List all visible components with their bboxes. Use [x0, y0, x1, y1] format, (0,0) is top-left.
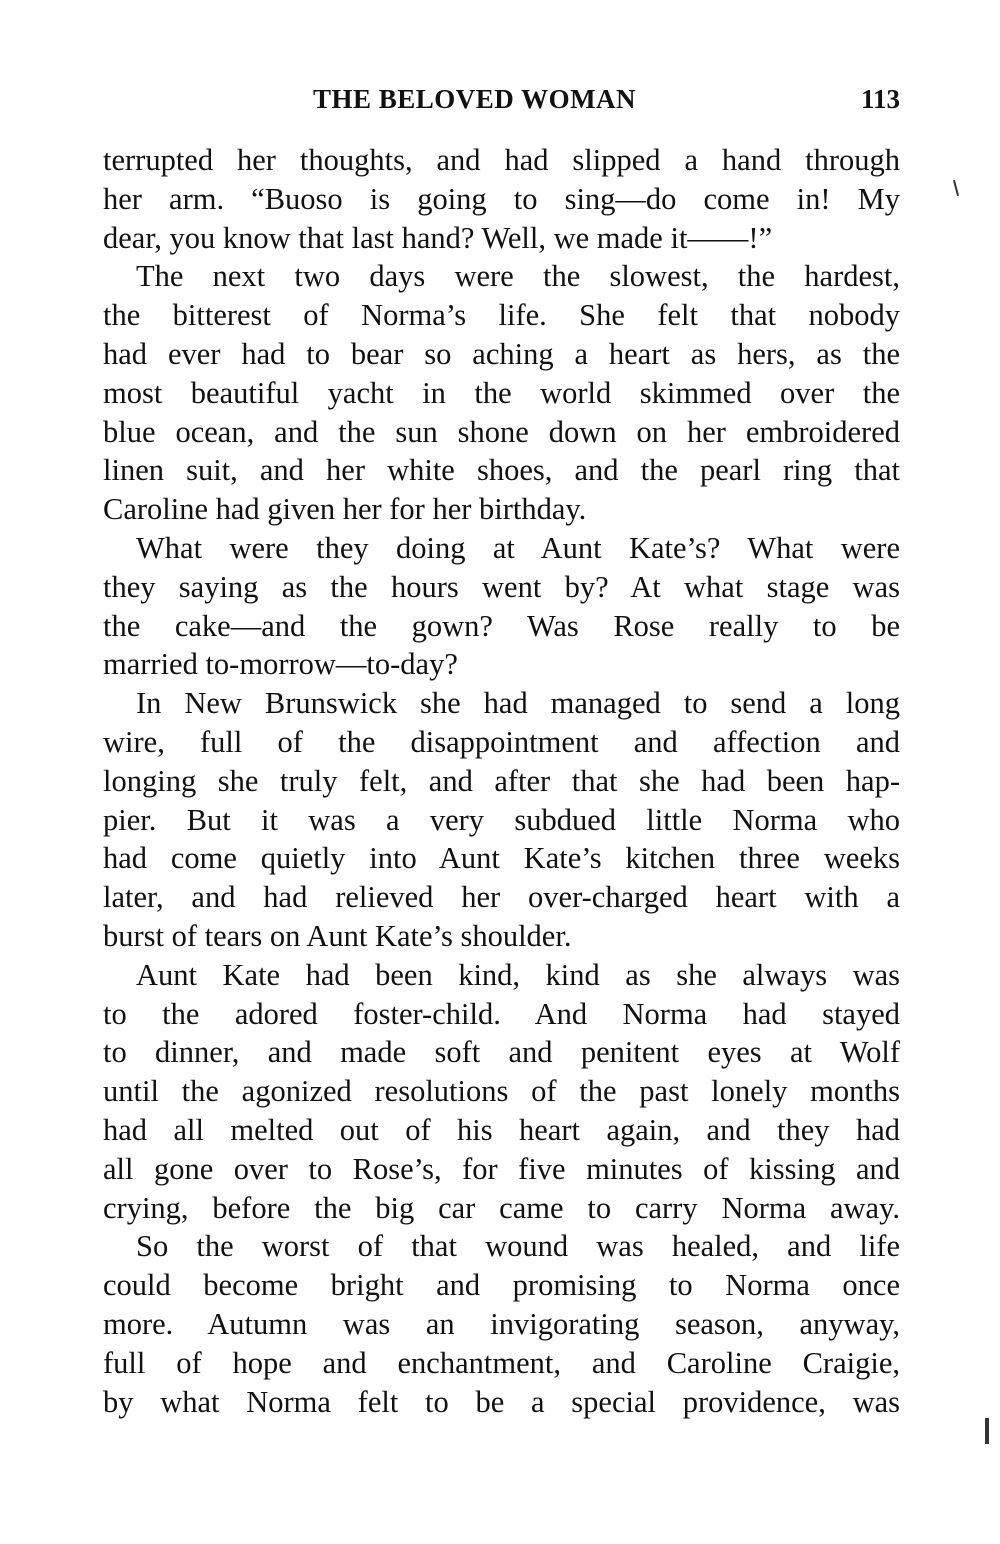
text-line: terrupted her thoughts, and had slipped a hand through — [103, 143, 900, 177]
text-line: had come quietly into Aunt Kate’s kitchen three weeks — [103, 841, 900, 876]
text-line: wire, full of the disappointment and affection and — [103, 724, 900, 759]
text-line: the bitterest of Norma’s life. She felt that nobody — [103, 298, 900, 333]
text-line: crying, before the big car came to carry Norma away. — [103, 1190, 900, 1225]
text-line: to dinner, and made soft and penitent eyes at Wolf — [103, 1035, 900, 1070]
text-line: to the adored foster-child. And Norma had stayed — [103, 996, 900, 1031]
page-number: 113 — [860, 84, 900, 114]
paragraph — [103, 1227, 900, 1421]
text-line: had all melted out of his heart again, and they had — [103, 1112, 900, 1147]
paragraph — [103, 141, 900, 257]
text-line: all gone over to Rose’s, for five minutes of kissing and — [103, 1151, 900, 1186]
text-line: married to-morrow—to-day? — [103, 647, 458, 682]
paragraph — [103, 529, 900, 684]
text-line: most beautiful yacht in the world skimmed over the — [103, 375, 900, 410]
text-line: So the worst of that wound was healed, and life — [136, 1229, 900, 1264]
paragraph — [103, 257, 900, 529]
running-title: THE BELOVED WOMAN — [313, 84, 637, 114]
text-line: until the agonized resolutions of the past lonely months — [103, 1074, 900, 1109]
text-line: longing she truly felt, and after that she had been hap- — [103, 763, 900, 798]
text-line: In New Brunswick she had managed to send a long — [136, 686, 900, 721]
text-line: pier. But it was a very subdued little Norma who — [103, 802, 900, 837]
text-line: blue ocean, and the sun shone down on her embroidered — [103, 414, 900, 449]
text-line: had ever had to bear so aching a heart as hers, as the — [103, 336, 900, 371]
text-line: the cake—and the gown? Was Rose really to be — [103, 608, 900, 643]
scan-mark — [985, 1418, 989, 1444]
text-line: dear, you know that last hand? Well, we made it——!” — [103, 220, 773, 255]
text-line: full of hope and enchantment, and Caroline Craigie, — [103, 1345, 900, 1380]
paragraph — [103, 956, 900, 1228]
text-line: Aunt Kate had been kind, kind as she always was — [136, 957, 900, 992]
text-line: The next two days were the slowest, the hardest, — [136, 259, 900, 294]
text-line: later, and had relieved her over-charged heart with a — [103, 880, 900, 915]
text-line: by what Norma felt to be a special providence, was — [103, 1384, 900, 1419]
text-line: they saying as the hours went by? At what stage was — [103, 569, 900, 604]
text-line: could become bright and promising to Norma once — [103, 1268, 900, 1303]
running-header — [103, 84, 900, 120]
text-line: linen suit, and her white shoes, and the pearl ring that — [103, 453, 900, 488]
text-line: more. Autumn was an invigorating season, anyway, — [103, 1306, 900, 1341]
paragraph — [103, 684, 900, 956]
body-text — [103, 141, 900, 1421]
text-line: What were they doing at Aunt Kate’s? What were — [136, 530, 900, 565]
scan-mark — [953, 180, 959, 196]
text-line: her arm. “Buoso is going to sing—do come in! My — [103, 181, 900, 216]
text-line: Caroline had given her for her birthday. — [103, 492, 587, 527]
text-line: burst of tears on Aunt Kate’s shoulder. — [103, 918, 572, 953]
